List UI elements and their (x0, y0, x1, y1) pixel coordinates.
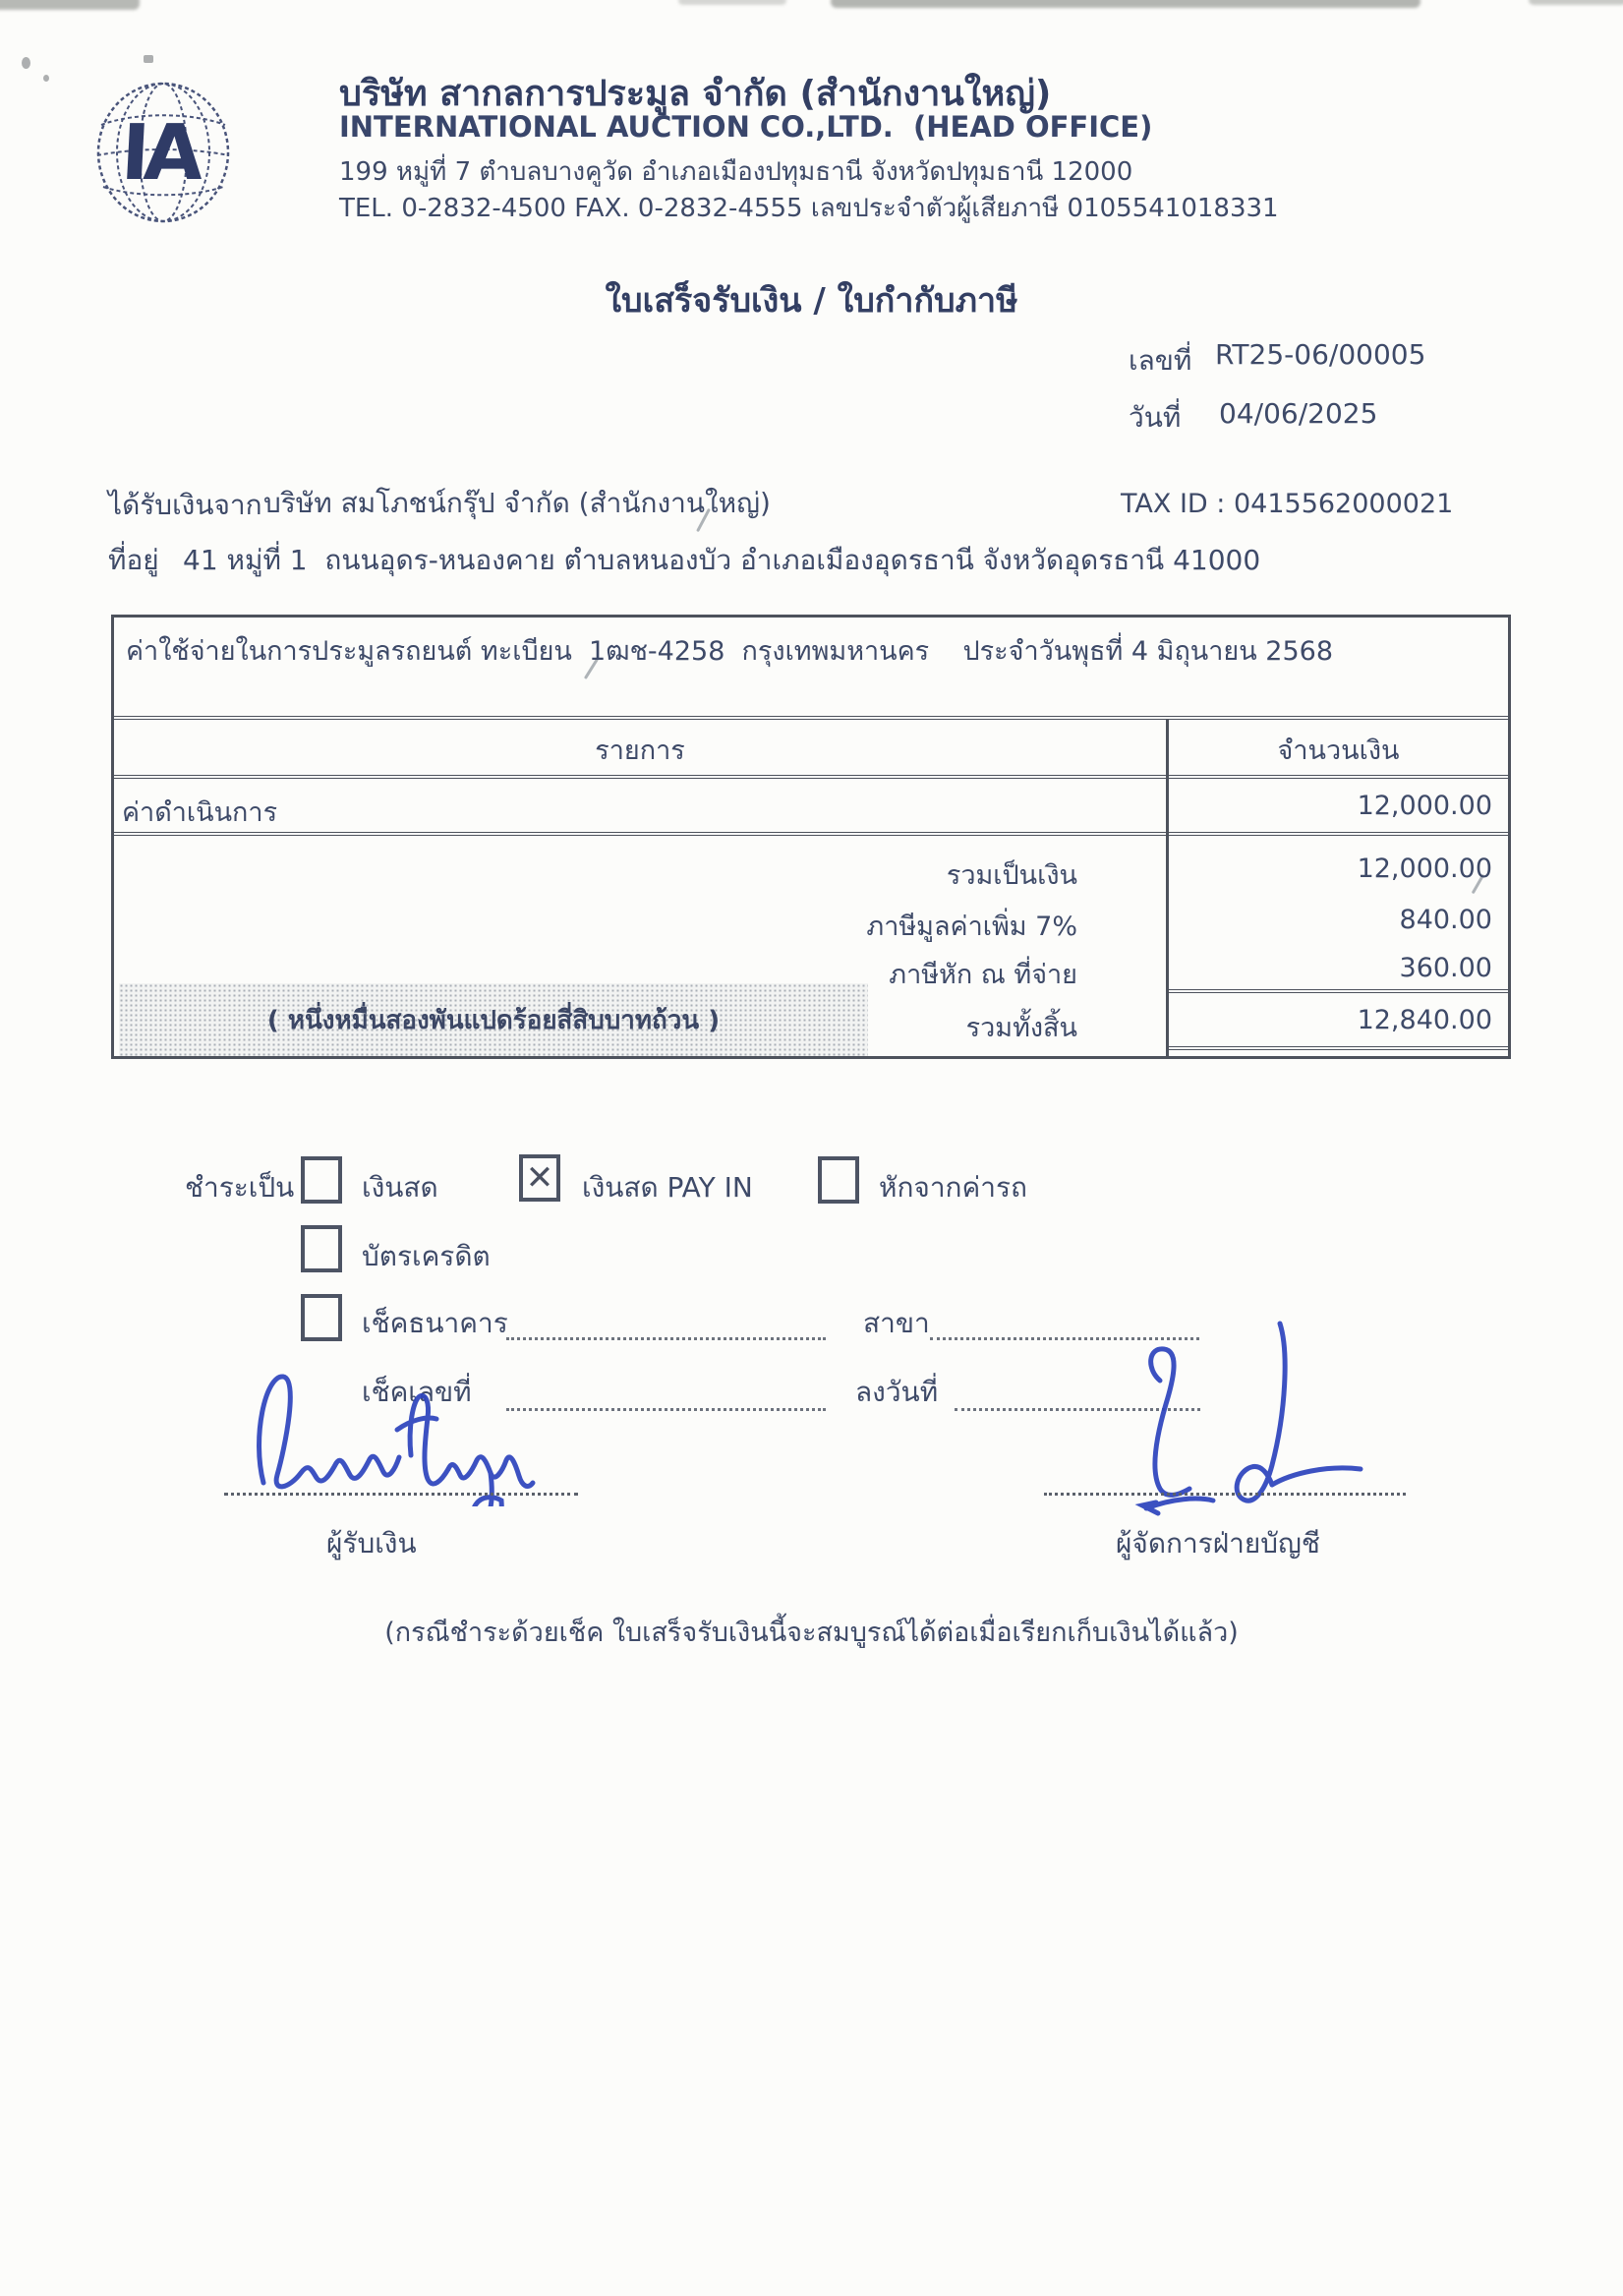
scan-speck (22, 57, 30, 69)
row-item-name: ค่าดำเนินการ (122, 797, 278, 828)
company-name-english: INTERNATIONAL AUCTION CO.,LTD. (HEAD OFFICE) (339, 110, 1153, 144)
signature-accounting-manager (1099, 1316, 1384, 1522)
manager-signature-line (1044, 1493, 1406, 1496)
option-cash-label: เงินสด (362, 1171, 438, 1204)
tax-id-label: TAX ID : (1121, 489, 1226, 519)
doc-date-label: วันที่ (1129, 401, 1182, 434)
svg-text:IA: IA (118, 109, 201, 198)
cheque-date-label: ลงวันที่ (855, 1376, 939, 1408)
subtotal-amount: 12,000.00 (1357, 854, 1492, 884)
vat-label: ภาษีมูลค่าเพิ่ม 7% (866, 912, 1077, 942)
checkbox-credit-card (301, 1225, 342, 1272)
doc-no-label: เลขที่ (1129, 344, 1192, 377)
option-bank-cheque-label: เช็คธนาคาร (362, 1307, 508, 1339)
column-header-item: รายการ (595, 735, 685, 766)
option-credit-card-label: บัตรเครดิต (362, 1240, 491, 1272)
column-header-amount: จำนวนเงิน (1277, 735, 1400, 766)
scan-artifact (831, 0, 1420, 8)
checkbox-deduct-from-car (818, 1156, 859, 1204)
doc-date-value: 04/06/2025 (1219, 397, 1378, 430)
items-table (111, 615, 1511, 1059)
company-contact: TEL. 0-2832-4500 FAX. 0-2832-4555 เลขประจำตัวผู้เสียภาษี 0105541018331 (339, 194, 1279, 223)
checkbox-cash-pay-in (519, 1154, 560, 1202)
received-from-label: ได้รับเงินจาก (108, 489, 262, 521)
branch-label: สาขา (863, 1307, 930, 1339)
signature-receiver (248, 1359, 552, 1506)
table-row (114, 779, 1508, 836)
received-from-value: บริษัท สมโภชน์กรุ๊ป จำกัด (สำนักงานใหญ่) (263, 487, 771, 519)
footer-note: (กรณีชำระด้วยเช็ค ใบเสร็จรับเงินนี้จะสมบูรณ์ได้ต่อเมื่อเรียกเก็บเงินได้แล้ว) (384, 1618, 1239, 1648)
scan-speck (43, 75, 49, 82)
total-amount-in-words: ( หนึ่งหมื่นสองพันแปดร้อยสี่สิบบาทถ้วน ) (119, 983, 868, 1056)
bank-cheque-fill-line (506, 1337, 826, 1340)
receiver-signature-label: ผู้รับเงิน (326, 1527, 417, 1560)
checkbox-cash-pay-in-mark: ✕ (525, 1158, 554, 1198)
tax-id-value: 0415562000021 (1233, 489, 1454, 519)
company-name-thai: บริษัท สากลการประมูล จำกัด (สำนักงานใหญ่) (339, 74, 1052, 114)
manager-signature-label: ผู้จัดการฝ่ายบัญชี (1116, 1527, 1320, 1560)
option-cash-pay-in-label: เงินสด PAY IN (582, 1171, 753, 1204)
row-item-amount: 12,000.00 (1357, 791, 1492, 821)
cheque-no-label: เช็คเลขที่ (362, 1376, 472, 1408)
company-address: 199 หมู่ที่ 7 ตำบลบางคูวัด อำเภอเมืองปทุมธานี จังหวัดปทุมธานี 12000 (339, 157, 1133, 187)
document-title: ใบเสร็จรับเงิน / ใบกำกับภาษี (605, 281, 1018, 321)
payer-address-label: ที่อยู่ (108, 544, 159, 576)
company-logo-globe-icon (93, 79, 233, 226)
subtotal-label: รวมเป็นเงิน (946, 860, 1077, 891)
grand-total-label: รวมทั้งสิ้น (965, 1013, 1077, 1043)
scan-artifact (0, 0, 140, 10)
option-deduct-from-car-label: หักจากค่ารถ (879, 1171, 1027, 1204)
grand-total-box (1169, 989, 1508, 1050)
scan-artifact (1529, 0, 1623, 5)
checkbox-bank-cheque (301, 1294, 342, 1341)
auction-description: ค่าใช้จ่ายในการประมูลรถยนต์ ทะเบียน 1ฒช-4258 กรุงเทพมหานคร ประจำวันพุธที่ 4 มิถุนายน 2568 (114, 618, 1508, 720)
scan-speck (144, 55, 153, 63)
withholding-tax-label: ภาษีหัก ณ ที่จ่าย (889, 960, 1077, 990)
doc-no-value: RT25-06/00005 (1215, 338, 1426, 371)
payer-address-value: 41 หมู่ที่ 1 ถนนอุดร-หนองคาย ตำบลหนองบัว อำเภอเมืองอุดรธานี จังหวัดอุดรธานี 41000 (183, 544, 1261, 576)
receiver-signature-line (224, 1493, 578, 1496)
cheque-no-fill-line (506, 1408, 826, 1411)
payment-method-label: ชำระเป็น (185, 1171, 295, 1204)
vat-amount: 840.00 (1399, 905, 1492, 935)
withholding-tax-amount: 360.00 (1399, 953, 1492, 983)
checkbox-cash (301, 1156, 342, 1204)
scan-artifact (678, 0, 786, 5)
grand-total-amount: 12,840.00 (1357, 1005, 1492, 1035)
